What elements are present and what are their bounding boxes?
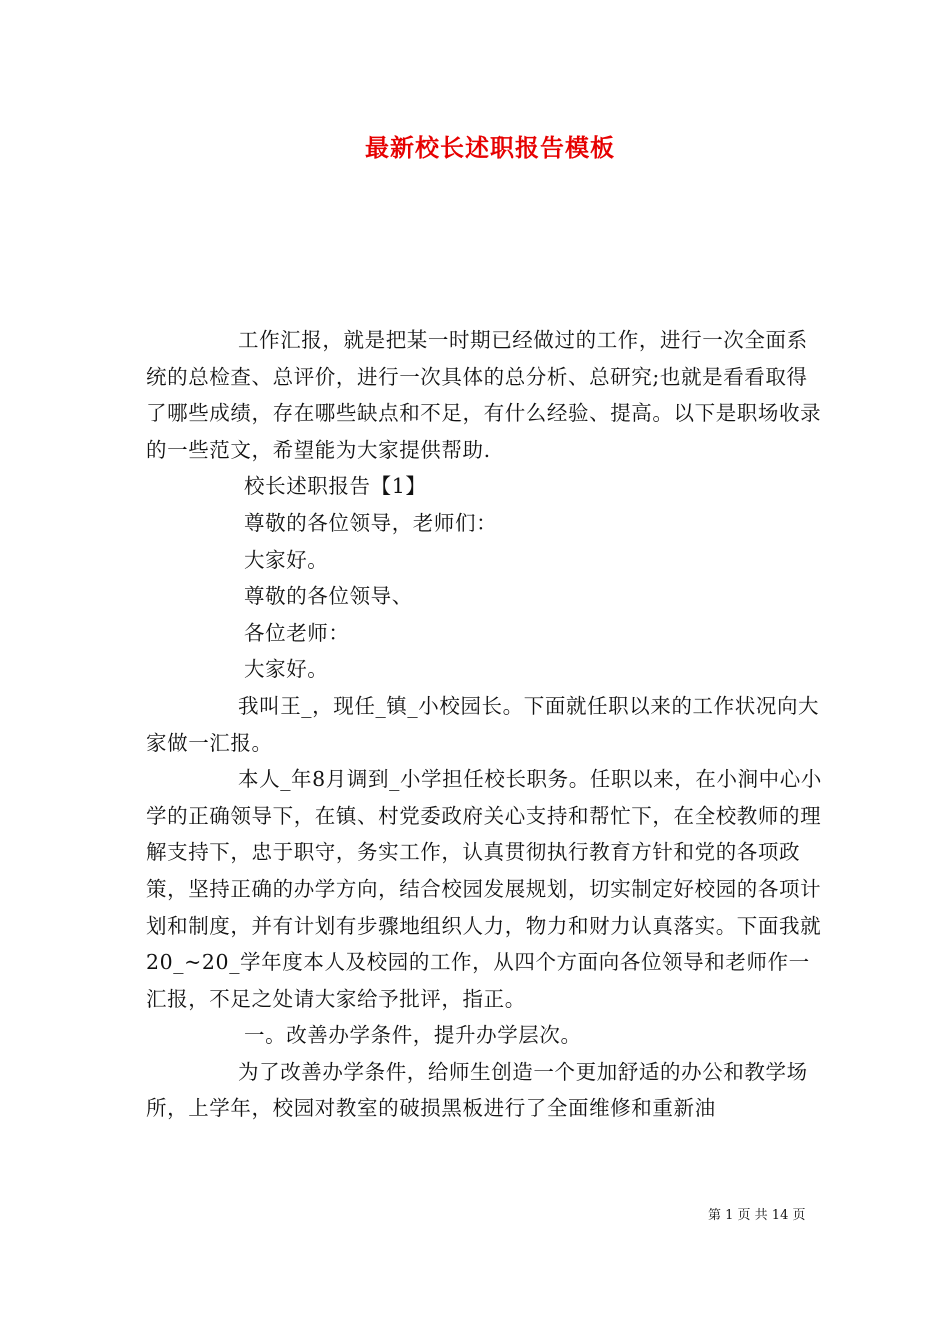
greeting-line: 尊敬的各位领导、 — [244, 584, 413, 609]
greeting-line: 尊敬的各位领导，老师们： — [244, 510, 498, 535]
greeting-line: 大家好。 — [244, 657, 329, 682]
greeting-line: 大家好。 — [244, 547, 329, 572]
section-heading: 一。改善办学条件，提升办学层次。 — [244, 1023, 582, 1048]
report-heading: 校长述职报告【1】 — [244, 474, 427, 499]
self-intro-paragraph: 我叫王_，现任_镇_小校园长。下面就任职以来的工作状况向大家做一汇报。 — [146, 693, 820, 755]
document-title: 最新校长述职报告模板 — [365, 133, 615, 162]
page-footer: 第 1 页 共 14 页 — [708, 1208, 806, 1223]
document-body — [146, 322, 826, 1127]
greeting-line: 各位老师： — [244, 620, 350, 645]
section-body-paragraph: 为了改善办学条件，给师生创造一个更加舒适的办公和教学场所，上学年，校园对教室的破损黑板进行了全面维修和重新油 — [146, 1059, 808, 1121]
main-body-paragraph: 本人_年8月调到_小学担任校长职务。任职以来，在小涧中心小学的正确领导下，在镇、村党委政府关心支持和帮忙下，在全校教师的理解支持下，忠于职守，务实工作，认真贯彻执行教育方针和党的各项政策，坚持正确的办学方向，结合校园发展规划，切实制定好校园的各项计划和制度，并有计划有步骤地组织人力，物力和财力认真落实。下面我就20_~20_学年度本人及校园的工作，从四个方面向各位领导和老师作一汇报，不足之处请大家给予批评，指正。 — [146, 767, 822, 1011]
intro-paragraph: 工作汇报，就是把某一时期已经做过的工作，进行一次全面系统的总检查、总评价，进行一次具体的总分析、总研究;也就是看看取得了哪些成绩，存在哪些缺点和不足，有什么经验、提高。以下是职场收录的一些范文，希望能为大家提供帮助. — [146, 328, 822, 462]
